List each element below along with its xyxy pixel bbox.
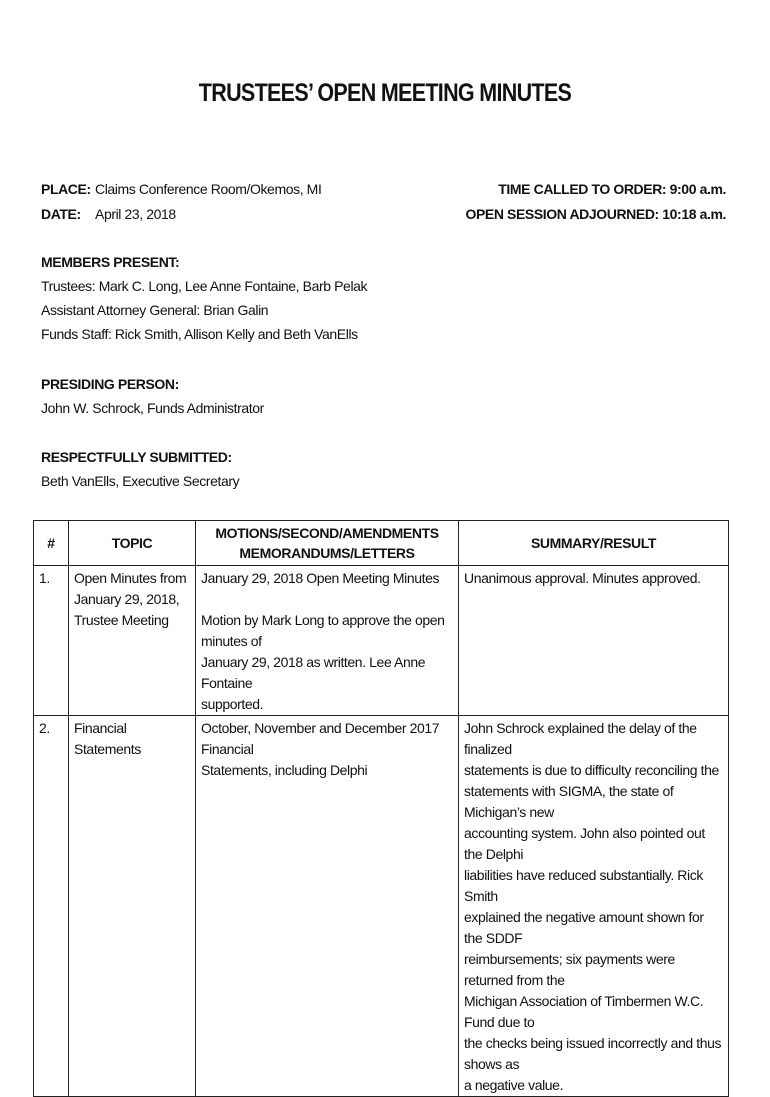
date-row — [41, 205, 176, 223]
presiding-section — [41, 372, 264, 420]
motion-line: supported. — [201, 696, 264, 712]
col-header-motions-line2: MEMORANDUMS/LETTERS — [239, 545, 415, 561]
summary-line: liabilities have reduced substantially. Rick Smith — [464, 867, 703, 904]
col-header-summary: SUMMARY/RESULT — [459, 521, 729, 566]
col-header-motions — [196, 521, 459, 566]
summary-line: statements is due to difficulty reconciling the — [464, 762, 719, 778]
topic-line: Trustee Meeting — [74, 612, 169, 628]
table-row — [34, 716, 729, 1097]
place-label: PLACE: — [41, 181, 91, 197]
row-number: 1. — [34, 566, 69, 716]
summary-line: a negative value. — [464, 1077, 564, 1093]
submitted-name: Beth VanElls, Executive Secretary — [41, 473, 240, 489]
motion-title: October, November and December 2017 Financial — [201, 720, 440, 757]
topic-line: Financial Statements — [74, 720, 141, 757]
col-header-topic: TOPIC — [69, 521, 196, 566]
table-header-row — [34, 521, 729, 566]
summary-line: statements with SIGMA, the state of Michigan’s new — [464, 783, 674, 820]
summary-line: Unanimous approval. Minutes approved. — [464, 570, 701, 586]
summary-line: John Schrock explained the delay of the finalized — [464, 720, 697, 757]
date-label: DATE: — [41, 206, 81, 222]
col-header-motions-line1: MOTIONS/SECOND/AMENDMENTS — [215, 525, 439, 541]
submitted-heading: RESPECTFULLY SUBMITTED: — [41, 449, 232, 465]
motion-line: Motion by Mark Long to approve the open minutes of — [201, 612, 445, 649]
funds-staff-line: Funds Staff: Rick Smith, Allison Kelly and Beth VanElls — [41, 326, 358, 342]
date-value: April 23, 2018 — [95, 206, 176, 222]
row-summary — [459, 566, 729, 716]
presiding-name: John W. Schrock, Funds Administrator — [41, 400, 264, 416]
col-header-num: # — [34, 521, 69, 566]
motion-title: Statements, including Delphi — [201, 762, 368, 778]
summary-line: reimbursements; six payments were returned from the — [464, 951, 675, 988]
topic-line: January 29, 2018, — [74, 591, 180, 607]
table-row — [34, 566, 729, 716]
topic-line: Open Minutes from — [74, 570, 187, 586]
row-number: 2. — [34, 716, 69, 1097]
open-session-adjourned: OPEN SESSION ADJOURNED: 10:18 a.m. — [465, 206, 726, 222]
summary-line: Michigan Association of Timbermen W.C. Fund due to — [464, 993, 704, 1030]
summary-line: explained the negative amount shown for the SDDF — [464, 909, 704, 946]
presiding-heading: PRESIDING PERSON: — [41, 376, 179, 392]
row-summary — [459, 716, 729, 1097]
motion-line: January 29, 2018 as written. Lee Anne Fontaine — [201, 654, 426, 691]
place-row — [41, 180, 321, 198]
time-called-to-order: TIME CALLED TO ORDER: 9:00 a.m. — [498, 181, 726, 197]
row-topic — [69, 566, 196, 716]
submitted-section — [41, 445, 239, 493]
summary-line: accounting system. John also pointed out the Delphi — [464, 825, 705, 862]
minutes-table — [33, 520, 729, 1097]
members-present-section — [41, 250, 367, 346]
row-topic — [69, 716, 196, 1097]
page-title: TRUSTEES’ OPEN MEETING MINUTES — [198, 79, 572, 107]
motion-title: January 29, 2018 Open Meeting Minutes — [201, 570, 440, 586]
aag-line: Assistant Attorney General: Brian Galin — [41, 302, 269, 318]
members-heading: MEMBERS PRESENT: — [41, 254, 180, 270]
place-value: Claims Conference Room/Okemos, MI — [95, 181, 322, 197]
trustees-line: Trustees: Mark C. Long, Lee Anne Fontaine, Barb Pelak — [41, 278, 368, 294]
row-motions — [196, 566, 459, 716]
row-motions — [196, 716, 459, 1097]
summary-line: the checks being issued incorrectly and thus shows as — [464, 1035, 722, 1072]
